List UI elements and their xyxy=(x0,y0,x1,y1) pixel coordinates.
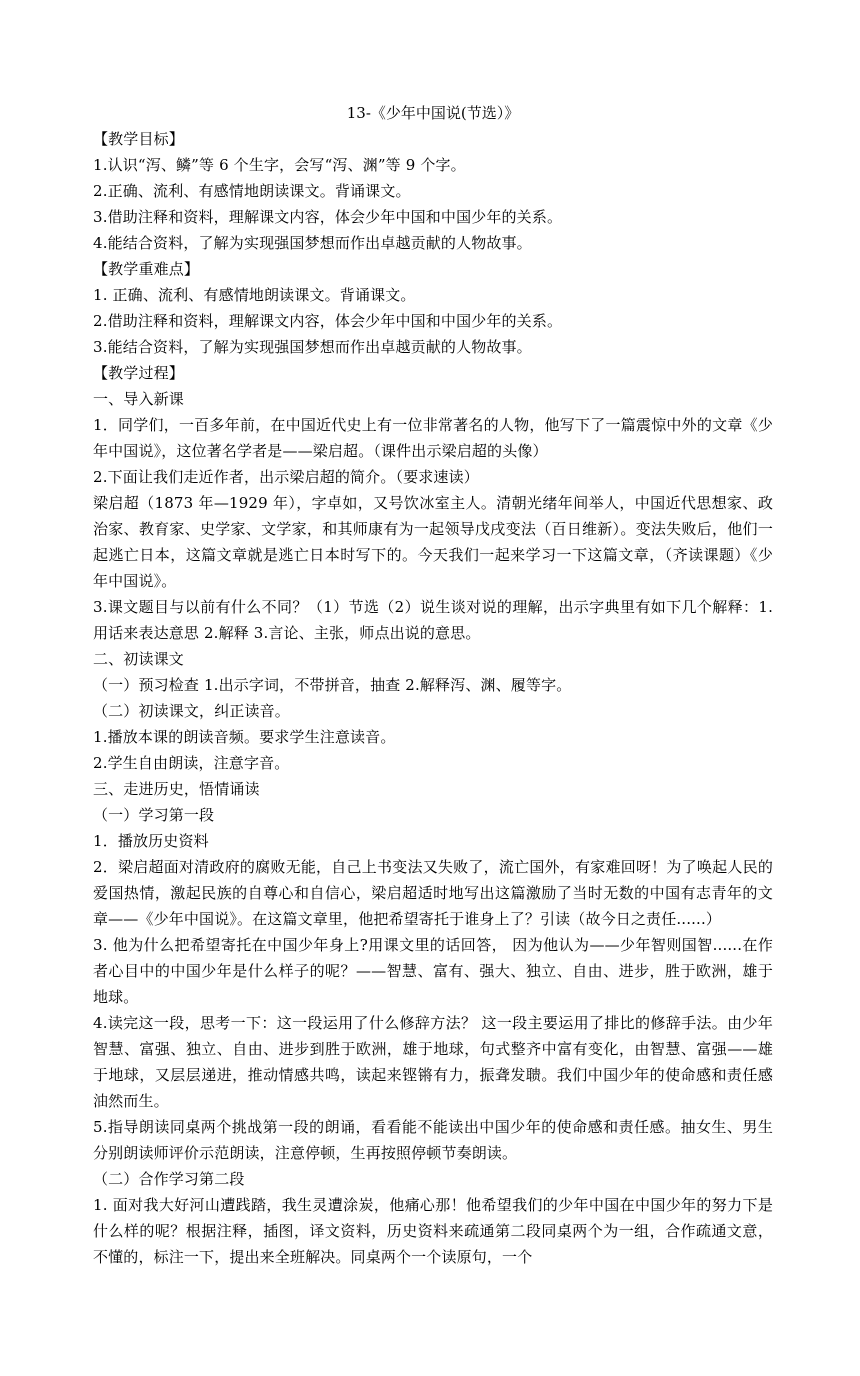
section-heading-process: 【教学过程】 xyxy=(93,364,184,382)
document-title: 13-《少年中国说(节选）》 xyxy=(346,104,520,122)
paragraph: 5.指导朗读同桌两个挑战第一段的朗诵，看看能不能读出中国少年的使命感和责任感。抽女生、男生分别朗读师评价示范朗读，注意停顿，生再按照停顿节奏朗读。 xyxy=(93,1118,773,1162)
paragraph: 3.借助注释和资料，理解课文内容，体会少年中国和中国少年的关系。 xyxy=(93,208,563,226)
subsection-heading: （一）学习第一段 xyxy=(93,806,215,824)
paragraph: 1. 正确、流利、有感情地朗读课文。背诵课文。 xyxy=(93,286,416,304)
paragraph: 梁启超（1873 年—1929 年），字卓如，又号饮冰室主人。清朝光绪年间举人，中国近代思想家、政治家、教育家、史学家、文学家，和其师康有为一起领导戊戌变法（百日维新）。变法失败后，他们一起逃亡日本，这篇文章就是逃亡日本时写下的。今天我们一起来学习一下这篇文章，（齐读课题）《少年中国说》。 xyxy=(93,494,773,590)
paragraph: 1．同学们，一百多年前，在中国近代史上有一位非常著名的人物，他写下了一篇震惊中外的文章《少年中国说》，这位著名学者是——梁启超。（课件出示梁启超的头像） xyxy=(93,416,773,460)
paragraph: 4.读完这一段，思考一下：这一段运用了什么修辞方法？ 这一段主要运用了排比的修辞手法。由少年智慧、富强、独立、自由、进步到胜于欧洲，雄于地球，句式整齐中富有变化，由智慧、富强——雄于地球，又层层递进，推动情感共鸣，读起来铿锵有力，振聋发聩。我们中国少年的使命感和责任感油然而生。 xyxy=(93,1014,773,1110)
section-heading-objectives: 【教学目标】 xyxy=(93,130,184,148)
paragraph: 3.能结合资料，了解为实现强国梦想而作出卓越贡献的人物故事。 xyxy=(93,338,532,356)
paragraph: 1.认识“泻、鳞”等 6 个生字，会写“泻、渊”等 9 个字。 xyxy=(93,156,466,174)
paragraph: 2.正确、流利、有感情地朗读课文。背诵课文。 xyxy=(93,182,411,200)
subsection-heading: 一、导入新课 xyxy=(93,390,184,408)
section-heading-key-points: 【教学重难点】 xyxy=(93,260,200,278)
subsection-heading: 二、初读课文 xyxy=(93,650,184,668)
subsection-heading: （二）合作学习第二段 xyxy=(93,1170,245,1188)
paragraph: 3. 他为什么把希望寄托在中国少年身上?用课文里的话回答， 因为他认为——少年智则国智......在作者心目中的中国少年是什么样子的呢？——智慧、富有、强大、独立、自由、进步，胜于欧洲，雄于地球。 xyxy=(93,936,773,1006)
paragraph: 1.播放本课的朗读音频。要求学生注意读音。 xyxy=(93,728,396,746)
paragraph: 2.下面让我们走近作者，出示梁启超的简介。（要求速读） xyxy=(93,468,479,486)
paragraph: （二）初读课文，纠正读音。 xyxy=(93,702,290,720)
paragraph: （一）预习检查 1.出示字词，不带拼音，抽查 2.解释泻、渊、履等字。 xyxy=(93,676,572,694)
paragraph: 2.学生自由朗读，注意字音。 xyxy=(93,754,290,772)
paragraph: 1．播放历史资料 xyxy=(93,832,209,850)
paragraph: 3.课文题目与以前有什么不同？（1）节选（2）说生谈对说的理解，出示字典里有如下几个解释：1.用话来表达意思 2.解释 3.言论、主张，师点出说的意思。 xyxy=(93,598,773,642)
paragraph: 2.借助注释和资料，理解课文内容，体会少年中国和中国少年的关系。 xyxy=(93,312,563,330)
paragraph: 4.能结合资料，了解为实现强国梦想而作出卓越贡献的人物故事。 xyxy=(93,234,532,252)
document-page xyxy=(93,100,773,1270)
subsection-heading: 三、走进历史，悟情诵读 xyxy=(93,780,260,798)
paragraph: 2．梁启超面对清政府的腐败无能，自己上书变法又失败了，流亡国外，有家难回呀！为了唤起人民的爱国热情，激起民族的自尊心和自信心，梁启超适时地写出这篇激励了当时无数的中国有志青年的文章——《少年中国说》。在这篇文章里，他把希望寄托于谁身上了？引读（故今日之责任......） xyxy=(93,858,773,928)
paragraph: 1. 面对我大好河山遭践踏，我生灵遭涂炭，他痛心那！他希望我们的少年中国在中国少年的努力下是什么样的呢？根据注释，插图，译文资料，历史资料来疏通第二段同桌两个为一组，合作疏通文意，不懂的，标注一下，提出来全班解决。同桌两个一个读原句，一个 xyxy=(93,1196,773,1266)
